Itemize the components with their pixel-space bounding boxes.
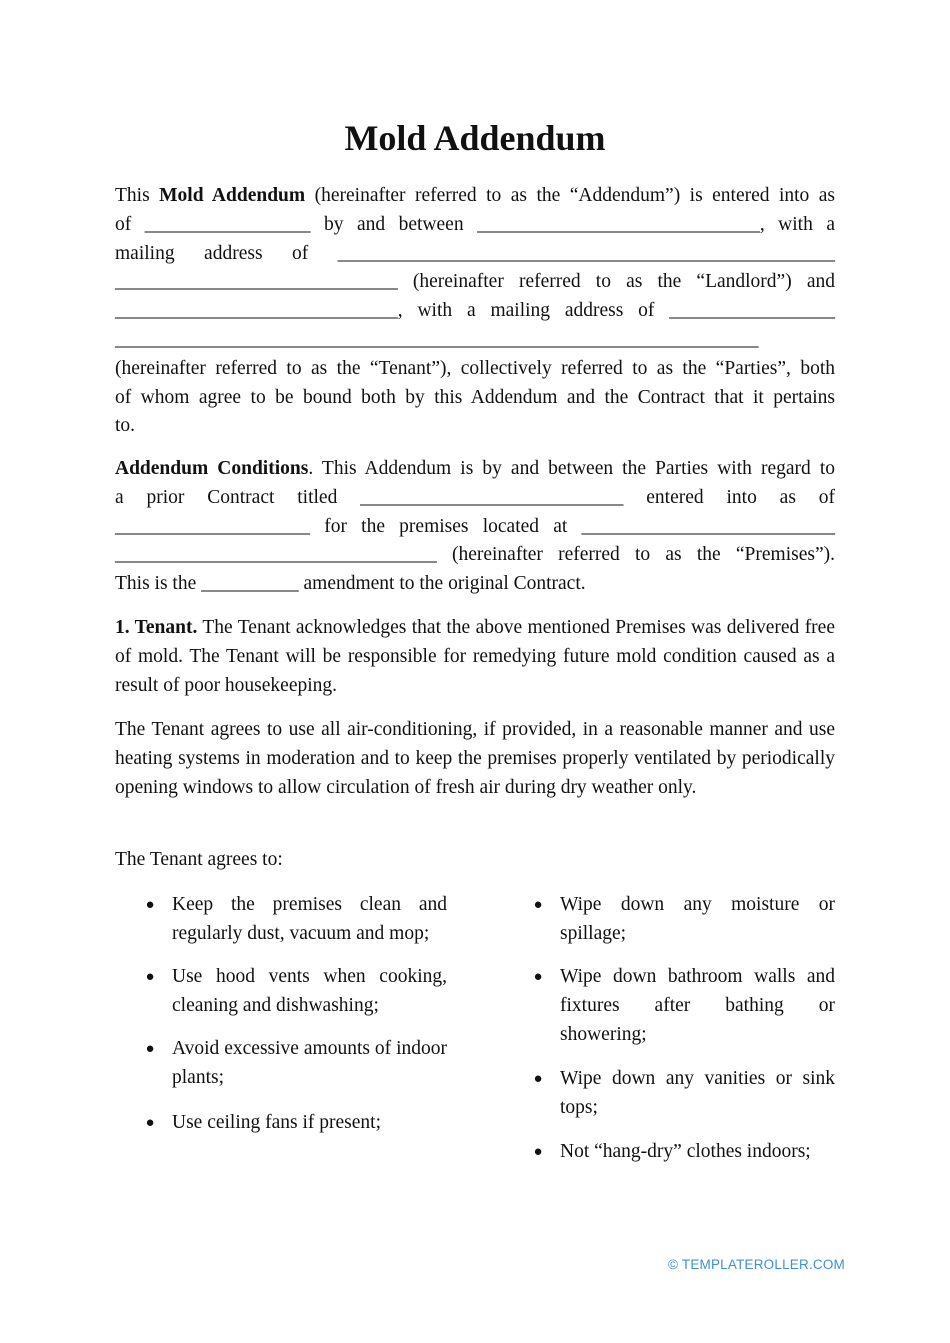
bullet-icon: ● xyxy=(145,897,155,913)
bullet-list-right xyxy=(533,891,835,1167)
list-item: ● Avoid excessive amounts of indoor plants; xyxy=(172,1035,447,1109)
conditions-paragraph xyxy=(115,455,835,599)
bullet-icon: ● xyxy=(145,969,155,985)
intro-paragraph xyxy=(115,182,835,441)
intro-line-2: of _________________ by and between _____________________________, with a xyxy=(115,213,835,235)
conditions-line-3: ____________________ for the premises located at __________________________ xyxy=(115,515,835,537)
intro-line-5: _____________________________, with a mailing address of _________________ xyxy=(115,300,835,322)
intro-line-8: of whom agree to be bound both by this Addendum and the Contract that it pertains xyxy=(115,386,835,408)
list-item: ● Keep the premises clean and regularly dust, vacuum and mop; xyxy=(172,891,447,963)
document-title: Mold Addendum xyxy=(344,118,606,158)
footer-watermark-link[interactable]: © TEMPLATEROLLER.COM xyxy=(668,1257,845,1272)
intro-line-3: mailing address of ___________________________________________________ xyxy=(115,242,835,264)
intro-line-9: to. xyxy=(115,415,136,437)
list-item: ● Use hood vents when cooking, cleaning and dishwashing; xyxy=(172,963,447,1035)
bullet-icon: ● xyxy=(145,1041,155,1057)
intro-line-1: This Mold Addendum (hereinafter referred to as the “Addendum”) is entered into as xyxy=(115,185,835,206)
bullet-icon: ● xyxy=(145,1115,155,1131)
conditions-line-4: _________________________________ (hereinafter referred to as the “Premises”). xyxy=(115,544,835,566)
intro-line-4: _____________________________ (hereinafter referred to as the “Landlord”) and xyxy=(115,271,835,293)
agrees-intro: The Tenant agrees to: xyxy=(115,849,283,870)
section-1-text: The Tenant acknowledges that the above mentioned Premises was delivered free of mold. The Tenant will be responsible for remedying future mold condition caused as a result of poor housekeeping. xyxy=(115,617,835,696)
bullet-icon: ● xyxy=(533,1144,543,1160)
bullet-icon: ● xyxy=(533,969,543,985)
section-1-tenant xyxy=(115,614,835,700)
list-item: ● Not “hang-dry” clothes indoors; xyxy=(560,1138,835,1167)
list-item: ● Wipe down any moisture or spillage; xyxy=(560,891,835,963)
conditions-line-5: This is the __________ amendment to the original Contract. xyxy=(115,573,586,595)
conditions-line-2: a prior Contract titled ___________________________ entered into as of xyxy=(115,486,835,508)
bullet-icon: ● xyxy=(533,1071,543,1087)
list-item: ● Use ceiling fans if present; xyxy=(172,1109,447,1138)
bullet-icon: ● xyxy=(533,897,543,913)
ventilation-paragraph: The Tenant agrees to use all air-conditioning, if provided, in a reasonable manner and use heating systems in moderation and to keep the premises properly ventilated by periodically opening windows to allow circulation of fresh air during dry weather only. xyxy=(115,719,835,798)
intro-line-7: (hereinafter referred to as the “Tenant”), collectively referred to as the “Parties”, both xyxy=(115,357,835,379)
intro-line-6: __________________________________________________________________ xyxy=(115,328,759,350)
section-1-heading: 1. Tenant. xyxy=(115,617,198,638)
conditions-heading: Addendum Conditions xyxy=(115,458,309,479)
conditions-line-1: Addendum Conditions. This Addendum is by and between the Parties with regard to xyxy=(115,458,835,479)
bullet-list-left xyxy=(145,891,447,1138)
list-item: ● Wipe down any vanities or sink tops; xyxy=(560,1065,835,1138)
intro-bold-term: Mold Addendum xyxy=(159,185,306,206)
list-item: ● Wipe down bathroom walls and fixtures after bathing or showering; xyxy=(560,963,835,1065)
